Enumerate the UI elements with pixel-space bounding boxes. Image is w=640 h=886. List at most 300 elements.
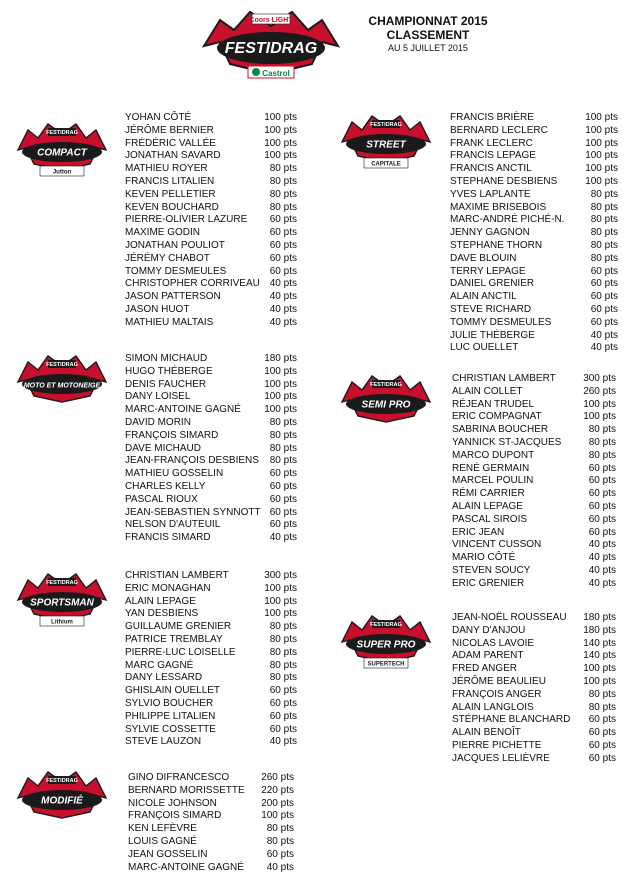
driver-points: 40 pts	[269, 532, 297, 544]
standings-row	[128, 785, 294, 798]
driver-points: 60 pts	[590, 316, 618, 328]
driver-points: 80 pts	[269, 621, 297, 633]
driver-name: JÉRÉMY CHABOT	[125, 252, 210, 264]
driver-name: YANNICK ST-JACQUES	[452, 436, 562, 448]
driver-name: PIERRE-LUC LOISELLE	[125, 646, 236, 658]
standings-row	[450, 266, 618, 279]
standings-row	[128, 849, 294, 862]
standings-row	[452, 527, 616, 540]
standings-row	[125, 214, 297, 227]
driver-name: NICOLE JOHNSON	[128, 797, 217, 809]
standings-row	[125, 596, 297, 609]
driver-points: 80 pts	[590, 201, 618, 213]
driver-name: NICOLAS LAVOIE	[452, 637, 535, 649]
standings-row	[125, 404, 297, 417]
driver-name: HUGO THÉBERGE	[125, 365, 213, 377]
driver-points: 300 pts	[583, 373, 616, 384]
standings-row	[125, 685, 297, 698]
driver-points: 60 pts	[269, 710, 297, 722]
driver-name: CHRISTIAN LAMBERT	[125, 570, 229, 581]
driver-name: ALAIN LEPAGE	[125, 595, 196, 607]
standings-row	[125, 698, 297, 711]
driver-points: 180 pts	[583, 624, 616, 636]
driver-name: SYLVIO BOUCHER	[125, 697, 214, 709]
driver-name: STEPHANE THORN	[450, 239, 543, 251]
driver-name: FRANÇOIS SIMARD	[125, 429, 219, 441]
driver-name: FRANK LECLERC	[450, 137, 533, 149]
driver-points: 80 pts	[590, 239, 618, 251]
standings-row	[452, 539, 616, 552]
driver-name: FRANCIS LITALIEN	[125, 175, 215, 187]
standings-row	[125, 570, 297, 583]
standings-row	[452, 689, 616, 702]
driver-name: MATHIEU MALTAIS	[125, 316, 214, 328]
festidrag-mini-text: FESTIDRAG	[370, 382, 402, 388]
standings-row	[125, 736, 297, 749]
standings-row	[452, 399, 616, 412]
driver-points: 40 pts	[590, 329, 618, 341]
driver-points: 40 pts	[590, 342, 618, 354]
standings-row	[450, 240, 618, 253]
standings-row	[452, 740, 616, 753]
driver-points: 60 pts	[269, 468, 297, 480]
standings-row	[125, 634, 297, 647]
driver-name: JENNY GAGNON	[450, 227, 530, 239]
driver-name: ALAIN BENOÎT	[452, 727, 521, 739]
driver-name: LOUIS GAGNÉ	[128, 835, 197, 847]
driver-name: JASON PATTERSON	[125, 291, 221, 303]
street-logo	[338, 112, 434, 174]
driver-points: 60 pts	[269, 723, 297, 735]
standings-row	[125, 519, 297, 532]
driver-name: FRANÇOIS SIMARD	[128, 810, 222, 822]
driver-points: 60 pts	[590, 303, 618, 315]
driver-name: SABRINA BOUCHER	[452, 424, 549, 436]
super-pro-logo	[338, 612, 434, 674]
driver-points: 100 pts	[583, 398, 616, 410]
driver-points: 80 pts	[269, 429, 297, 441]
driver-points: 60 pts	[269, 685, 297, 697]
standings-row	[450, 291, 618, 304]
standings-row	[452, 450, 616, 463]
driver-points: 80 pts	[588, 701, 616, 713]
driver-points: 60 pts	[266, 848, 294, 860]
driver-points: 80 pts	[269, 201, 297, 213]
driver-name: JULIE THÉBERGE	[450, 329, 535, 341]
standings-row	[452, 386, 616, 399]
standings-row	[452, 702, 616, 715]
driver-points: 80 pts	[269, 455, 297, 467]
driver-name: STEVEN SOUCY	[452, 564, 531, 576]
driver-points: 80 pts	[590, 188, 618, 200]
driver-name: NELSON D'AUTEUIL	[125, 519, 221, 531]
driver-name: MAXIME GODIN	[125, 227, 201, 239]
standings-row	[125, 163, 297, 176]
driver-points: 60 pts	[590, 291, 618, 303]
standings-row	[125, 202, 297, 215]
page-date: AU 5 JUILLET 2015	[388, 43, 468, 53]
driver-points: 80 pts	[588, 436, 616, 448]
driver-name: JACQUES LELIÈVRE	[452, 752, 550, 764]
driver-name: MARIO CÔTÉ	[452, 552, 516, 564]
driver-points: 60 pts	[588, 475, 616, 487]
driver-name: YOHAN CÔTÉ	[125, 112, 192, 123]
driver-name: ADAM PARENT	[452, 650, 524, 662]
standings-row	[452, 663, 616, 676]
standings-row	[452, 676, 616, 689]
driver-points: 80 pts	[588, 449, 616, 461]
driver-name: GUILLAUME GRENIER	[125, 621, 232, 633]
festidrag-mini-text: FESTIDRAG	[370, 622, 402, 628]
driver-points: 100 pts	[585, 163, 618, 175]
driver-name: DANIEL GRENIER	[450, 278, 535, 290]
driver-name: STÉPHANE BLANCHARD	[452, 714, 571, 726]
standings-row	[125, 583, 297, 596]
driver-name: PIERRE-OLIVIER LAZURE	[125, 214, 248, 226]
driver-name: MARC-ANTOINE GAGNÉ	[125, 404, 241, 416]
driver-name: FRED ANGER	[452, 663, 518, 675]
standings-row	[125, 660, 297, 673]
driver-points: 100 pts	[264, 608, 297, 620]
standings-row	[450, 304, 618, 317]
driver-name: SIMON MICHAUD	[125, 353, 208, 364]
category-logo-text: SUPER PRO	[356, 639, 416, 651]
standings-row	[125, 112, 297, 125]
standings-row	[128, 823, 294, 836]
driver-points: 60 pts	[269, 480, 297, 492]
standings-row	[452, 475, 616, 488]
standings-row	[125, 176, 297, 189]
driver-name: STEPHANE DESBIENS	[450, 175, 558, 187]
driver-points: 60 pts	[269, 252, 297, 264]
standings-row	[450, 112, 618, 125]
driver-name: FRÉDÉRIC VALLÉE	[125, 137, 216, 149]
driver-points: 40 pts	[266, 861, 294, 873]
driver-points: 300 pts	[264, 570, 297, 581]
driver-points: 60 pts	[588, 727, 616, 739]
standings-row	[128, 772, 294, 785]
driver-points: 140 pts	[583, 637, 616, 649]
standings-row	[452, 578, 616, 591]
driver-points: 100 pts	[583, 675, 616, 687]
standings-row	[125, 417, 297, 430]
standings-row	[450, 189, 618, 202]
driver-points: 200 pts	[261, 797, 294, 809]
driver-points: 100 pts	[264, 595, 297, 607]
standings-row	[125, 468, 297, 481]
driver-name: GINO DIFRANCESCO	[128, 772, 230, 783]
driver-name: PIERRE PICHETTE	[452, 739, 542, 751]
driver-points: 100 pts	[585, 137, 618, 149]
sponsor-text: CAPITALE	[371, 161, 401, 168]
driver-name: RÉJEAN TRUDEL	[452, 398, 535, 410]
festidrag-mini-text: FESTIDRAG	[46, 362, 78, 368]
driver-name: JEAN-NOËL ROUSSEAU	[452, 612, 567, 623]
standings-row	[452, 727, 616, 740]
driver-name: MAXIME BRISEBOIS	[450, 201, 547, 213]
driver-points: 60 pts	[269, 214, 297, 226]
driver-name: DENIS FAUCHER	[125, 378, 207, 390]
driver-name: LUC OUELLET	[450, 342, 519, 354]
driver-name: STEVE RICHARD	[450, 303, 532, 315]
driver-name: KEVEN PELLETIER	[125, 188, 216, 200]
sportsman-standings-list	[125, 570, 297, 749]
standings-row	[450, 330, 618, 343]
driver-name: ERIC MONAGHAN	[125, 582, 211, 594]
standings-row	[125, 647, 297, 660]
driver-name: FRANCIS LEPAGE	[450, 150, 536, 162]
standings-row	[450, 202, 618, 215]
driver-points: 100 pts	[585, 124, 618, 136]
driver-name: CHRISTIAN LAMBERT	[452, 373, 556, 384]
driver-name: MARC GAGNÉ	[125, 659, 194, 671]
standings-row	[452, 463, 616, 476]
driver-points: 100 pts	[583, 411, 616, 423]
driver-points: 60 pts	[269, 506, 297, 518]
semi-pro-logo	[338, 372, 434, 434]
driver-points: 80 pts	[269, 633, 297, 645]
driver-points: 60 pts	[269, 265, 297, 277]
driver-points: 100 pts	[585, 112, 618, 123]
driver-points: 60 pts	[269, 493, 297, 505]
standings-row	[125, 150, 297, 163]
festidrag-mini-text: FESTIDRAG	[46, 778, 78, 784]
driver-points: 60 pts	[588, 752, 616, 764]
driver-points: 60 pts	[588, 462, 616, 474]
driver-name: PATRICE TREMBLAY	[125, 633, 223, 645]
standings-row	[450, 342, 618, 355]
driver-points: 100 pts	[261, 810, 294, 822]
driver-points: 80 pts	[269, 672, 297, 684]
driver-name: JÉRÔME BEAULIEU	[452, 675, 546, 687]
driver-points: 40 pts	[269, 303, 297, 315]
driver-points: 80 pts	[266, 823, 294, 835]
compact-logo	[14, 120, 110, 182]
driver-points: 60 pts	[588, 739, 616, 751]
category-logo-text: STREET	[366, 139, 406, 151]
driver-name: VINCENT CUSSON	[452, 539, 542, 551]
driver-points: 80 pts	[266, 835, 294, 847]
standings-row	[450, 138, 618, 151]
standings-row	[125, 532, 297, 545]
standings-row	[452, 424, 616, 437]
driver-name: JASON HUOT	[125, 303, 190, 315]
driver-name: MARCEL POULIN	[452, 475, 534, 487]
driver-points: 40 pts	[269, 736, 297, 748]
category-logo-text: SPORTSMAN	[30, 597, 94, 609]
standings-row	[452, 373, 616, 386]
driver-points: 100 pts	[264, 124, 297, 136]
moto-et-motoneige-logo	[14, 352, 110, 414]
driver-name: FRANCIS BRIÈRE	[450, 112, 534, 123]
standings-row	[125, 227, 297, 240]
category-logo-text: MOTO ET MOTONEIGE	[23, 382, 101, 390]
driver-points: 80 pts	[269, 416, 297, 428]
driver-name: ALAIN LANGLOIS	[452, 701, 534, 713]
standings-row	[125, 240, 297, 253]
driver-points: 80 pts	[269, 442, 297, 454]
driver-points: 100 pts	[583, 663, 616, 675]
driver-points: 100 pts	[585, 175, 618, 187]
driver-points: 100 pts	[264, 137, 297, 149]
driver-points: 60 pts	[590, 278, 618, 290]
standings-row	[125, 507, 297, 520]
driver-name: ALAIN COLLET	[452, 385, 523, 397]
standings-row	[125, 266, 297, 279]
standings-row	[125, 138, 297, 151]
driver-points: 60 pts	[588, 488, 616, 500]
standings-row	[125, 125, 297, 138]
standings-row	[128, 798, 294, 811]
driver-points: 80 pts	[590, 214, 618, 226]
festidrag-mini-text: FESTIDRAG	[370, 122, 402, 128]
driver-points: 80 pts	[269, 163, 297, 175]
standings-row	[452, 612, 616, 625]
driver-name: ERIC JEAN	[452, 526, 505, 538]
driver-name: ERIC GRENIER	[452, 577, 525, 589]
moto-et-motoneige-standings-list	[125, 353, 297, 545]
driver-name: JONATHAN SAVARD	[125, 150, 221, 162]
driver-points: 60 pts	[590, 265, 618, 277]
standings-row	[452, 411, 616, 424]
standings-row	[125, 189, 297, 202]
driver-name: TOMMY DESMEULES	[450, 316, 552, 328]
driver-name: MARC-ANTOINE GAGNÉ	[128, 861, 244, 873]
driver-name: PHILIPPE LITALIEN	[125, 710, 216, 722]
standings-row	[125, 608, 297, 621]
festidrag-mini-text: FESTIDRAG	[46, 130, 78, 136]
standings-row	[452, 714, 616, 727]
driver-name: ALAIN ANCTIL	[450, 291, 517, 303]
driver-name: STEVE LAUZON	[125, 736, 202, 748]
coors-light-text: Coors LIGHT	[249, 17, 293, 24]
sponsor-text: SUPERTECH	[367, 661, 405, 668]
standings-row	[452, 552, 616, 565]
standings-row	[125, 455, 297, 468]
driver-points: 100 pts	[264, 582, 297, 594]
driver-name: CHRISTOPHER CORRIVEAU	[125, 278, 260, 290]
driver-name: KEN LEFÈVRE	[128, 823, 197, 835]
standings-row	[452, 437, 616, 450]
standings-row	[450, 176, 618, 189]
driver-name: MATHIEU ROYER	[125, 163, 208, 175]
driver-points: 100 pts	[264, 112, 297, 123]
standings-row	[452, 514, 616, 527]
standings-row	[452, 753, 616, 766]
standings-row	[450, 214, 618, 227]
standings-row	[125, 724, 297, 737]
super-pro-standings-list	[452, 612, 616, 766]
festidrag-mini-text: FESTIDRAG	[46, 580, 78, 586]
standings-row	[452, 650, 616, 663]
castrol-text: Castrol	[262, 69, 290, 78]
driver-points: 40 pts	[588, 577, 616, 589]
standings-row	[450, 125, 618, 138]
driver-points: 60 pts	[588, 714, 616, 726]
driver-name: BERNARD LECLERC	[450, 124, 548, 136]
standings-row	[452, 565, 616, 578]
driver-points: 100 pts	[264, 391, 297, 403]
driver-name: BERNARD MORISSETTE	[128, 784, 245, 796]
standings-row	[125, 443, 297, 456]
standings-row	[452, 638, 616, 651]
driver-name: YVES LAPLANTE	[450, 188, 531, 200]
driver-points: 100 pts	[264, 150, 297, 162]
driver-name: DAVE MICHAUD	[125, 442, 201, 454]
standings-row	[125, 253, 297, 266]
driver-points: 80 pts	[269, 188, 297, 200]
driver-name: TOMMY DESMEULES	[125, 265, 227, 277]
driver-name: JÉRÔME BERNIER	[125, 124, 214, 136]
standings-row	[450, 163, 618, 176]
driver-points: 80 pts	[588, 688, 616, 700]
driver-points: 100 pts	[264, 404, 297, 416]
driver-name: MARCO DUPONT	[452, 449, 535, 461]
driver-name: MATHIEU GOSSELIN	[125, 468, 224, 480]
standings-row	[125, 278, 297, 291]
driver-name: DAVE BLOUIN	[450, 252, 517, 264]
driver-name: DAVID MORIN	[125, 416, 191, 428]
standings-row	[125, 621, 297, 634]
sportsman-logo	[14, 570, 110, 632]
standings-row	[125, 391, 297, 404]
driver-name: FRANCIS SIMARD	[125, 532, 211, 544]
standings-row	[125, 304, 297, 317]
driver-points: 60 pts	[588, 500, 616, 512]
driver-points: 80 pts	[269, 175, 297, 187]
driver-points: 40 pts	[588, 539, 616, 551]
standings-row	[450, 253, 618, 266]
sponsor-text: Jutton	[52, 169, 72, 176]
driver-points: 60 pts	[588, 513, 616, 525]
driver-points: 40 pts	[269, 278, 297, 290]
driver-name: PASCAL RIOUX	[125, 493, 198, 505]
standings-row	[125, 317, 297, 330]
standings-row	[125, 494, 297, 507]
driver-points: 260 pts	[583, 385, 616, 397]
page-header	[363, 14, 493, 54]
driver-points: 140 pts	[583, 650, 616, 662]
driver-points: 60 pts	[269, 239, 297, 251]
driver-points: 100 pts	[264, 378, 297, 390]
standings-row	[450, 150, 618, 163]
driver-name: JEAN-SEBASTIEN SYNNOTT	[125, 506, 261, 518]
driver-name: FRANCIS ANCTIL	[450, 163, 532, 175]
standings-row	[450, 317, 618, 330]
driver-points: 100 pts	[264, 365, 297, 377]
standings-row	[125, 366, 297, 379]
driver-points: 220 pts	[261, 784, 294, 796]
driver-points: 260 pts	[261, 772, 294, 783]
street-standings-list	[450, 112, 618, 355]
driver-points: 60 pts	[269, 519, 297, 531]
driver-name: YAN DESBIENS	[125, 608, 199, 620]
sponsor-text: Lithium	[51, 619, 73, 626]
driver-name: DANY D'ANJOU	[452, 624, 526, 636]
festidrag-main-logo	[200, 6, 342, 82]
driver-points: 100 pts	[585, 150, 618, 162]
category-logo-text: SEMI PRO	[361, 399, 411, 411]
driver-name: SYLVIE COSSETTE	[125, 723, 216, 735]
driver-points: 40 pts	[269, 291, 297, 303]
driver-name: MARC-ANDRÉ PICHÉ-N.	[450, 214, 565, 226]
driver-name: JONATHAN POULIOT	[125, 239, 225, 251]
standings-row	[452, 625, 616, 638]
standings-row	[452, 488, 616, 501]
standings-row	[125, 430, 297, 443]
standings-row	[128, 810, 294, 823]
standings-row	[450, 278, 618, 291]
